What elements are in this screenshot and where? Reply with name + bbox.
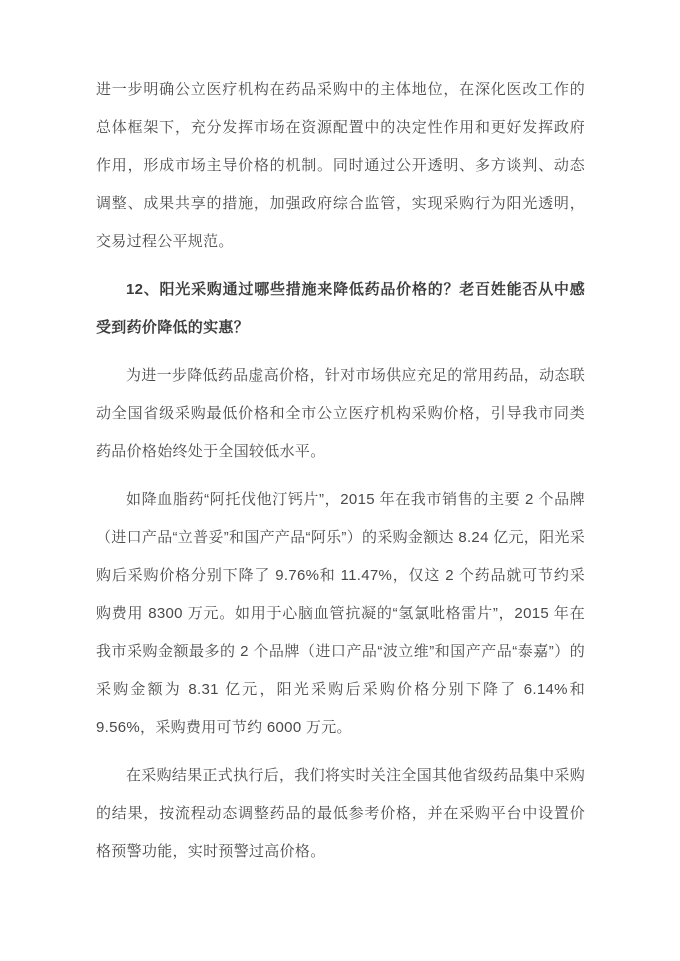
paragraph-drug-examples: 如降血脂药“阿托伐他汀钙片”，2015 年在我市销售的主要 2 个品牌（进口产品“立普妥”和国产产品“阿乐”）的采购金额达 8.24 亿元，阳光采购后采购价格分别下降了 9.76%和 11.47%，仅这 2 个药品就可节约采购费用 8300 万元。如用于心脑血管抗凝的“氢氯吡格雷片”，2015 年在我市采购金额最多的 2 个品牌（进口产品“波立维”和国产产品“泰嘉”）的采购金额为 8.31 亿元，阳光采购后采购价格分别下降了 6.14%和 9.56%，采购费用可节约 6000 万元。	[96, 491, 585, 736]
paragraph-answer-measures: 为进一步降低药品虚高价格，针对市场供应充足的常用药品，动态联动全国省级采购最低价格和全市公立医疗机构采购价格，引导我市同类药品价格始终处于全国较低水平。	[96, 367, 586, 460]
question-heading: 12、阳光采购通过哪些措施来降低药品价格的？老百姓能否从中感受到药价降低的实惠？	[96, 281, 585, 336]
paragraph-price-monitoring: 在采购结果正式执行后，我们将实时关注全国其他省级药品集中采购的结果，按流程动态调整药品的最低参考价格，并在采购平台中设置价格预警功能，实时预警过高价格。	[96, 767, 586, 860]
paragraph-continuation: 进一步明确公立医疗机构在药品采购中的主体地位，在深化医改工作的总体框架下，充分发挥市场在资源配置中的决定性作用和更好发挥政府作用，形成市场主导价格的机制。同时通过公开透明、多方谈判、动态调整、成果共享的措施，加强政府综合监管，实现采购行为阳光透明，交易过程公平规范。	[96, 81, 585, 250]
